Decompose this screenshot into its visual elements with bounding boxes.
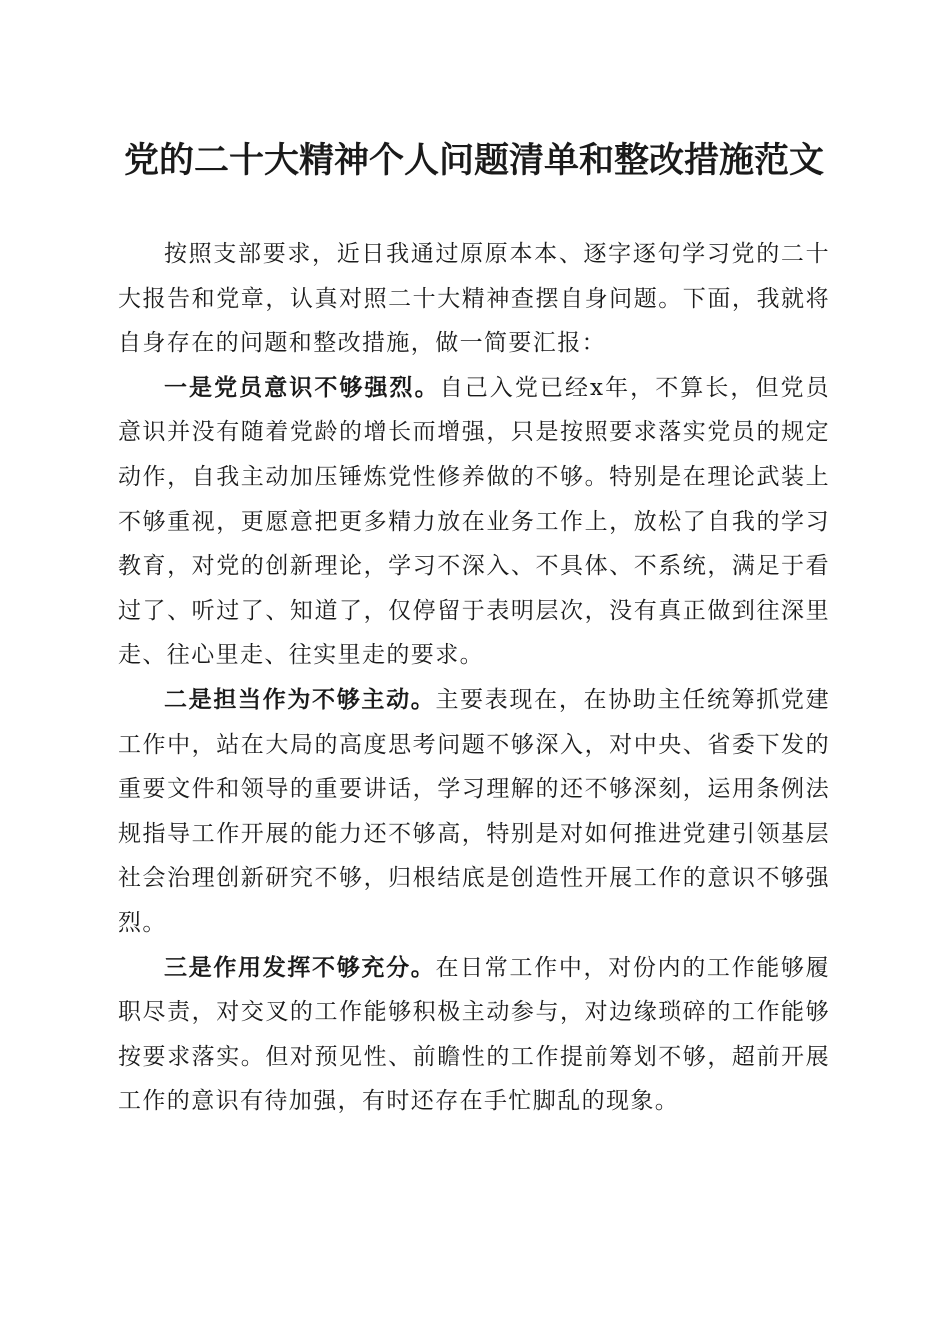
- section-paragraph-3: [118, 946, 830, 1124]
- section-paragraph-1: [118, 366, 830, 678]
- document-title: 党的二十大精神个人问题清单和整改措施范文: [123, 141, 824, 181]
- section-text-1: 自己入党已经x年，不算长，但党员意识并没有随着党龄的增长而增强，只是按照要求落实党员的规定动作，自我主动加压锤炼党性修养做的不够。特别是在理论武装上不够重视，更愿意把更多精力放在业务工作上，放松了自我的学习教育，对党的创新理论，学习不深入、不具体、不系统，满足于看过了、听过了、知道了，仅停留于表明层次，没有真正做到往深里走、往心里走、往实里走的要求。: [118, 374, 830, 669]
- intro-paragraph: 按照支部要求，近日我通过原原本本、逐字逐句学习党的二十大报告和党章，认真对照二十大精神查摆自身问题。下面，我就将自身存在的问题和整改措施，做一简要汇报：: [118, 241, 830, 357]
- section-heading-3: 三是作用发挥不够充分。: [164, 954, 436, 981]
- document-page: [118, 0, 830, 1124]
- document-body: [118, 232, 830, 1124]
- section-text-2: 主要表现在，在协助主任统筹抓党建工作中，站在大局的高度思考问题不够深入，对中央、省委下发的重要文件和领导的重要讲话，学习理解的还不够深刻，运用条例法规指导工作开展的能力还不够高，特别是对如何推进党建引领基层社会治理创新研究不够，归根结底是创造性开展工作的意识不够强烈。: [118, 686, 830, 936]
- section-paragraph-2: [118, 678, 830, 946]
- section-heading-2: 二是担当作为不够主动。: [164, 686, 436, 713]
- section-text-3: 在日常工作中，对份内的工作能够履职尽责，对交叉的工作能够积极主动参与，对边缘琐碎的工作能够按要求落实。但对预见性、前瞻性的工作提前筹划不够，超前开展工作的意识有待加强，有时还存在手忙脚乱的现象。: [118, 954, 830, 1115]
- section-heading-1: 一是党员意识不够强烈。: [164, 374, 440, 401]
